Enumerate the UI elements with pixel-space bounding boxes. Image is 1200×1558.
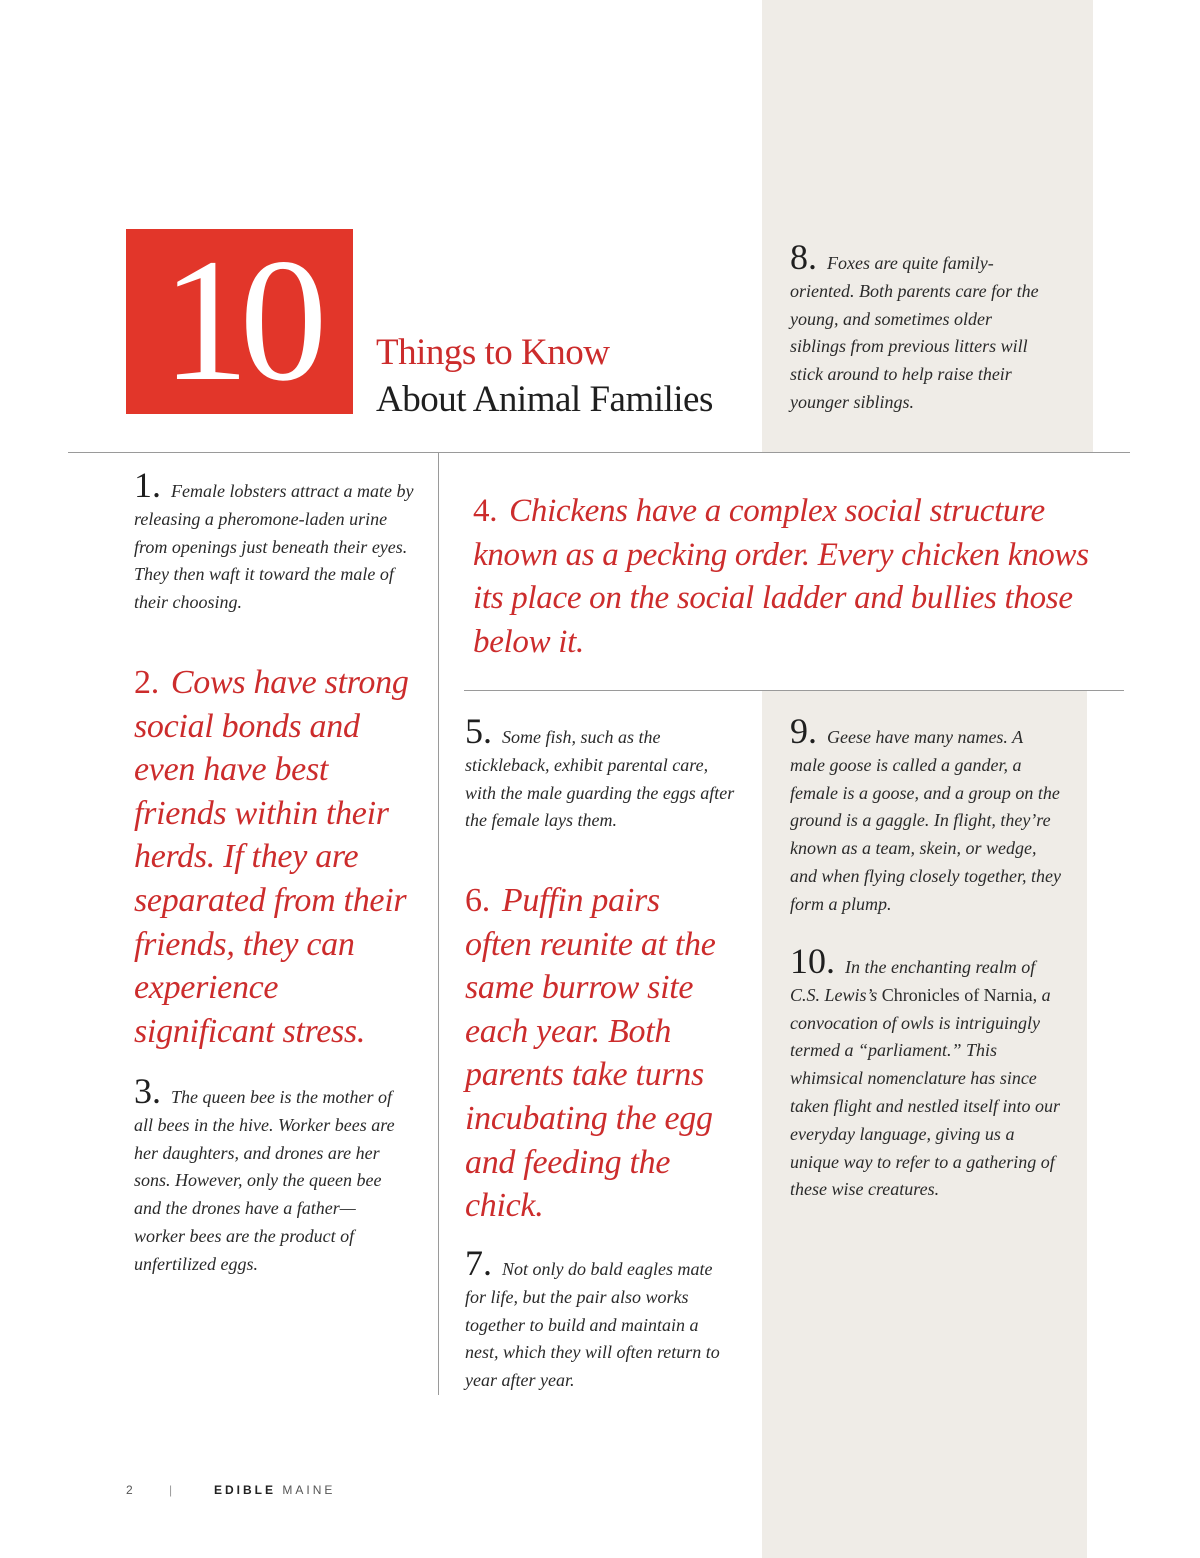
fact-9-number: 9.	[790, 711, 817, 751]
fact-8-number: 8.	[790, 237, 817, 277]
fact-9-text: Geese have many names. A male goose is called a gander, a female is a goose, and a group on the ground is a gaggle. In flight, they’re known as a team, skein, or wedge, and when flying closely together, they form a plump.	[790, 727, 1061, 914]
fact-5	[465, 711, 735, 835]
fact-5-number: 5.	[465, 711, 492, 751]
fact-2-number: 2.	[134, 664, 159, 701]
fact-4	[473, 490, 1103, 664]
fact-6-text: Puffin pairs often reunite at the same burrow site each year. Both parents take turns incubating the egg and feeding the chick.	[465, 882, 716, 1225]
publication-name-bold: EDIBLE	[214, 1483, 277, 1497]
fact-6-number: 6.	[465, 882, 490, 919]
fact-10	[790, 941, 1066, 1204]
feature-divider	[464, 690, 1124, 691]
fact-4-number: 4.	[473, 493, 498, 529]
footer-separator: |	[169, 1483, 173, 1497]
fact-2	[134, 661, 416, 1053]
column-divider	[438, 452, 439, 1395]
fact-9	[790, 711, 1062, 919]
fact-7-number: 7.	[465, 1243, 492, 1283]
fact-3-text: The queen bee is the mother of all bees in the hive. Worker bees are her daughters, and drones are her sons. However, only the queen bee and the drones have a father—worker bees are the product of unfertilized eggs.	[134, 1087, 395, 1274]
page-number: 2	[126, 1483, 133, 1497]
title-line-1: Things to Know	[376, 332, 610, 373]
fact-3	[134, 1071, 404, 1279]
title-line-2: About Animal Families	[376, 379, 713, 420]
publication-name-light: MAINE	[282, 1483, 336, 1497]
fact-3-number: 3.	[134, 1071, 161, 1111]
fact-1-number: 1.	[134, 465, 161, 505]
fact-6	[465, 879, 727, 1228]
fact-7-text: Not only do bald eagles mate for life, but the pair also works together to build and maintain a nest, which they will often return to year after year.	[465, 1259, 720, 1391]
fact-2-text: Cows have strong social bonds and even have best friends within their herds. If they are separated from their friends, they can experience significant stress.	[134, 664, 409, 1050]
fact-10-text-c: a convocation of owls is intriguingly termed a “parliament.” This whimsical nomenclature has since taken flight and nestled itself into our everyday language, giving us a unique way to refer to a gathering of these wise creatures.	[790, 984, 1060, 1200]
fact-1-text: Female lobsters attract a mate by releasing a pheromone-laden urine from openings just beneath their eyes. They then waft it toward the male of their choosing.	[134, 481, 414, 613]
fact-10-number: 10.	[790, 941, 835, 981]
publication-name	[214, 1483, 335, 1497]
fact-7	[465, 1243, 727, 1395]
fact-5-text: Some fish, such as the stickleback, exhibit parental care, with the male guarding the eggs after the female lays them.	[465, 727, 735, 831]
fact-10-book-title: Chronicles of Narnia,	[881, 984, 1038, 1005]
fact-1	[134, 465, 418, 617]
fact-10-text-a: In the enchanting realm of C.S. Lewis’s	[790, 957, 1036, 1005]
fact-8-text: Foxes are quite family-oriented. Both parents care for the young, and sometimes older siblings from previous litters will stick around to help raise their younger siblings.	[790, 253, 1039, 412]
fact-4-text: Chickens have a complex social structure known as a pecking order. Every chicken knows its place on the social ladder and bullies those below it.	[473, 493, 1089, 660]
big-number: 10	[161, 229, 318, 414]
big-number-box	[126, 229, 353, 414]
fact-8	[790, 237, 1040, 417]
header-divider	[68, 452, 1130, 453]
